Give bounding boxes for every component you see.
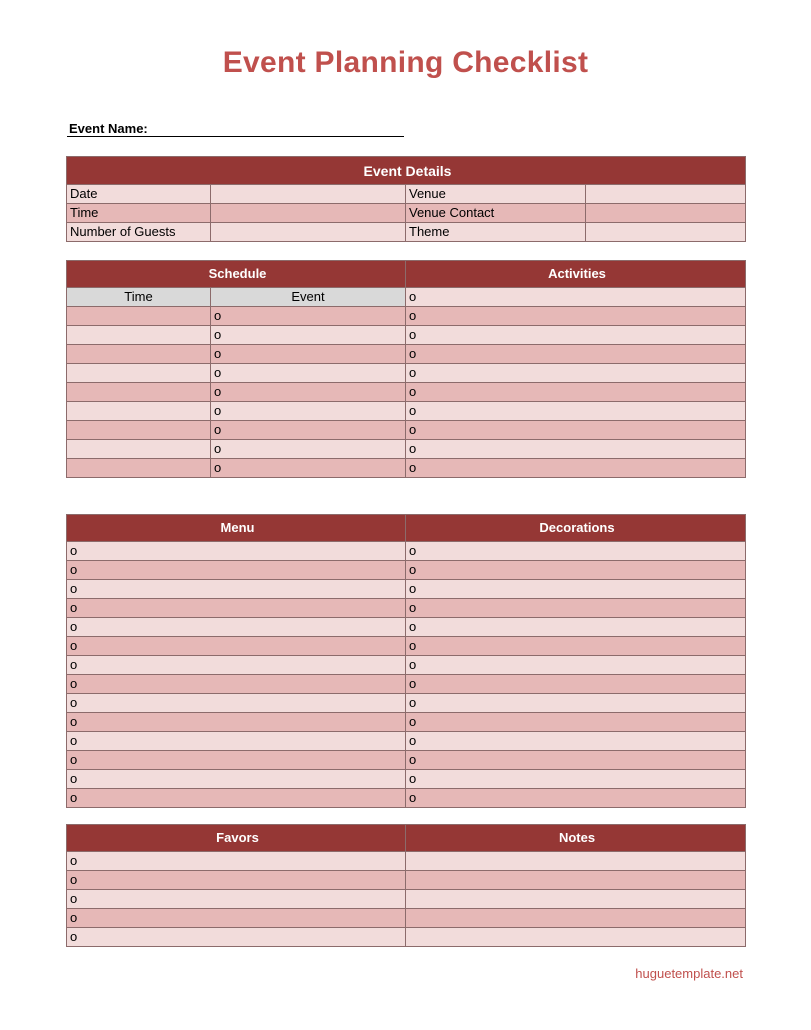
- details-label: Venue Contact: [406, 204, 586, 223]
- bullet-marker: o: [409, 562, 417, 577]
- menu-right-item[interactable]: [406, 656, 746, 675]
- menu-left-item[interactable]: [67, 751, 406, 770]
- details-value-cell[interactable]: [211, 204, 406, 223]
- favors-left-item[interactable]: [67, 871, 406, 890]
- bullet-marker: o: [409, 790, 417, 805]
- table-row: [67, 561, 746, 580]
- schedule-time-cell[interactable]: [67, 440, 211, 459]
- menu-right-item[interactable]: [406, 561, 746, 580]
- bullet-marker: o: [70, 910, 78, 925]
- menu-right-item[interactable]: [406, 732, 746, 751]
- bullet-marker: o: [70, 543, 78, 558]
- details-label: Time: [67, 204, 211, 223]
- activity-item[interactable]: [406, 326, 746, 345]
- table-row: [67, 459, 746, 478]
- bullet-marker: o: [70, 657, 78, 672]
- menu-right-item[interactable]: [406, 789, 746, 808]
- event-name-label: Event Name:: [69, 121, 148, 136]
- bullet-marker: o: [70, 872, 78, 887]
- favors-right-item[interactable]: [406, 852, 746, 871]
- menu-left-item[interactable]: [67, 675, 406, 694]
- event-details-header: Event Details: [67, 157, 746, 185]
- schedule-event-cell[interactable]: [211, 383, 406, 402]
- details-value-cell[interactable]: [586, 204, 746, 223]
- details-value-cell[interactable]: [211, 185, 406, 204]
- details-row: [67, 223, 746, 242]
- bullet-marker: o: [214, 308, 222, 323]
- notes-header: Notes: [406, 825, 746, 852]
- favors-left-item[interactable]: [67, 928, 406, 947]
- menu-right-item[interactable]: [406, 675, 746, 694]
- favors-left-item[interactable]: [67, 852, 406, 871]
- details-value-cell[interactable]: [586, 223, 746, 242]
- page-title: Event Planning Checklist: [222, 46, 589, 79]
- favors-right-item[interactable]: [406, 928, 746, 947]
- table-row: [67, 852, 746, 871]
- footer-site-link[interactable]: huguetemplate.net: [635, 966, 743, 981]
- schedule-time-cell[interactable]: [67, 326, 211, 345]
- menu-right-item[interactable]: [406, 637, 746, 656]
- menu-left-item[interactable]: [67, 789, 406, 808]
- bullet-marker: o: [409, 289, 417, 304]
- bullet-marker: o: [70, 638, 78, 653]
- bullet-marker: o: [70, 581, 78, 596]
- table-row: [67, 656, 746, 675]
- bullet-marker: o: [214, 365, 222, 380]
- table-row: [67, 421, 746, 440]
- bullet-marker: o: [70, 619, 78, 634]
- table-row: [67, 694, 746, 713]
- bullet-marker: o: [409, 600, 417, 615]
- schedule-time-cell[interactable]: [67, 364, 211, 383]
- bullet-marker: o: [214, 460, 222, 475]
- bullet-marker: o: [409, 441, 417, 456]
- table-row: [67, 580, 746, 599]
- bullet-marker: o: [409, 384, 417, 399]
- menu-left-item[interactable]: [67, 713, 406, 732]
- bullet-marker: o: [409, 676, 417, 691]
- bullet-marker: o: [214, 346, 222, 361]
- activity-item[interactable]: [406, 364, 746, 383]
- menu-left-item[interactable]: [67, 618, 406, 637]
- schedule-time-cell[interactable]: [67, 421, 211, 440]
- bullet-marker: o: [409, 733, 417, 748]
- bullet-marker: o: [70, 676, 78, 691]
- bullet-marker: o: [70, 714, 78, 729]
- table-row: [67, 326, 746, 345]
- bullet-marker: o: [409, 771, 417, 786]
- table-row: [67, 637, 746, 656]
- event-column-header: Event: [211, 288, 406, 307]
- favors-left-item[interactable]: [67, 890, 406, 909]
- table-row: [67, 732, 746, 751]
- event-details-table: [66, 156, 746, 242]
- menu-left-item[interactable]: [67, 580, 406, 599]
- bullet-marker: o: [70, 929, 78, 944]
- activity-item[interactable]: [406, 288, 746, 307]
- activity-item[interactable]: [406, 383, 746, 402]
- bullet-marker: o: [214, 403, 222, 418]
- schedule-header: Schedule: [67, 261, 406, 288]
- menu-right-item[interactable]: [406, 770, 746, 789]
- bullet-marker: o: [70, 771, 78, 786]
- table-row: [67, 440, 746, 459]
- menu-left-item[interactable]: [67, 637, 406, 656]
- table-row: [67, 364, 746, 383]
- menu-left-item[interactable]: [67, 732, 406, 751]
- bullet-marker: o: [409, 327, 417, 342]
- menu-header: Menu: [67, 515, 406, 542]
- details-row: [67, 185, 746, 204]
- details-label: Venue: [406, 185, 586, 204]
- table-row: [67, 307, 746, 326]
- bullet-marker: o: [214, 422, 222, 437]
- bullet-marker: o: [214, 441, 222, 456]
- bullet-marker: o: [70, 562, 78, 577]
- activity-item[interactable]: [406, 402, 746, 421]
- bullet-marker: o: [409, 365, 417, 380]
- schedule-time-cell[interactable]: [67, 459, 211, 478]
- menu-right-item[interactable]: [406, 694, 746, 713]
- favors-right-item[interactable]: [406, 871, 746, 890]
- table-row: [67, 890, 746, 909]
- table-row: [67, 345, 746, 364]
- schedule-time-cell[interactable]: [67, 402, 211, 421]
- bullet-marker: o: [409, 422, 417, 437]
- activities-header: Activities: [406, 261, 746, 288]
- details-row: [67, 204, 746, 223]
- bullet-marker: o: [409, 752, 417, 767]
- menu-right-item[interactable]: [406, 713, 746, 732]
- bullet-marker: o: [70, 790, 78, 805]
- table-row: [67, 713, 746, 732]
- bullet-marker: o: [70, 600, 78, 615]
- table-row: [67, 383, 746, 402]
- bullet-marker: o: [70, 752, 78, 767]
- table-row: [67, 675, 746, 694]
- bullet-marker: o: [409, 695, 417, 710]
- schedule-event-cell[interactable]: [211, 402, 406, 421]
- table-row: [67, 909, 746, 928]
- details-value-cell[interactable]: [211, 223, 406, 242]
- schedule-time-cell[interactable]: [67, 345, 211, 364]
- decorations-header: Decorations: [406, 515, 746, 542]
- favors-table: [66, 824, 746, 947]
- table-row: [67, 770, 746, 789]
- bullet-marker: o: [409, 403, 417, 418]
- details-label: Number of Guests: [67, 223, 211, 242]
- activity-item[interactable]: [406, 345, 746, 364]
- table-row: [67, 599, 746, 618]
- menu-right-item[interactable]: [406, 542, 746, 561]
- activity-item[interactable]: [406, 440, 746, 459]
- table-row: [67, 542, 746, 561]
- bullet-marker: o: [409, 543, 417, 558]
- schedule-event-cell[interactable]: [211, 459, 406, 478]
- bullet-marker: o: [214, 327, 222, 342]
- bullet-marker: o: [214, 384, 222, 399]
- menu-right-item[interactable]: [406, 618, 746, 637]
- event-name-field[interactable]: [67, 120, 404, 137]
- bullet-marker: o: [409, 346, 417, 361]
- details-value-cell[interactable]: [586, 185, 746, 204]
- table-row: [67, 402, 746, 421]
- schedule-event-cell[interactable]: [211, 364, 406, 383]
- schedule-time-cell[interactable]: [67, 383, 211, 402]
- table-row: [67, 751, 746, 770]
- table-row: [67, 928, 746, 947]
- details-label: Theme: [406, 223, 586, 242]
- favors-right-item[interactable]: [406, 890, 746, 909]
- bullet-marker: o: [409, 581, 417, 596]
- bullet-marker: o: [409, 657, 417, 672]
- favors-header: Favors: [67, 825, 406, 852]
- favors-left-item[interactable]: [67, 909, 406, 928]
- menu-left-item[interactable]: [67, 694, 406, 713]
- menu-table: [66, 514, 746, 808]
- menu-left-item[interactable]: [67, 656, 406, 675]
- bullet-marker: o: [409, 638, 417, 653]
- time-column-header: Time: [67, 288, 211, 307]
- bullet-marker: o: [70, 695, 78, 710]
- bullet-marker: o: [409, 619, 417, 634]
- schedule-event-cell[interactable]: [211, 345, 406, 364]
- menu-right-item[interactable]: [406, 580, 746, 599]
- details-label: Date: [67, 185, 211, 204]
- menu-right-item[interactable]: [406, 751, 746, 770]
- menu-left-item[interactable]: [67, 599, 406, 618]
- schedule-event-cell[interactable]: [211, 307, 406, 326]
- activity-item[interactable]: [406, 421, 746, 440]
- schedule-table: [66, 260, 746, 478]
- bullet-marker: o: [70, 891, 78, 906]
- bullet-marker: o: [409, 460, 417, 475]
- bullet-marker: o: [409, 714, 417, 729]
- menu-right-item[interactable]: [406, 599, 746, 618]
- activity-item[interactable]: [406, 307, 746, 326]
- bullet-marker: o: [70, 733, 78, 748]
- bullet-marker: o: [409, 308, 417, 323]
- table-row: [67, 789, 746, 808]
- schedule-event-cell[interactable]: [211, 440, 406, 459]
- activity-item[interactable]: [406, 459, 746, 478]
- schedule-event-cell[interactable]: [211, 421, 406, 440]
- schedule-time-cell[interactable]: [67, 307, 211, 326]
- menu-left-item[interactable]: [67, 542, 406, 561]
- table-row: [67, 618, 746, 637]
- schedule-event-cell[interactable]: [211, 326, 406, 345]
- menu-left-item[interactable]: [67, 770, 406, 789]
- bullet-marker: o: [70, 853, 78, 868]
- table-row: [67, 871, 746, 890]
- favors-right-item[interactable]: [406, 909, 746, 928]
- menu-left-item[interactable]: [67, 561, 406, 580]
